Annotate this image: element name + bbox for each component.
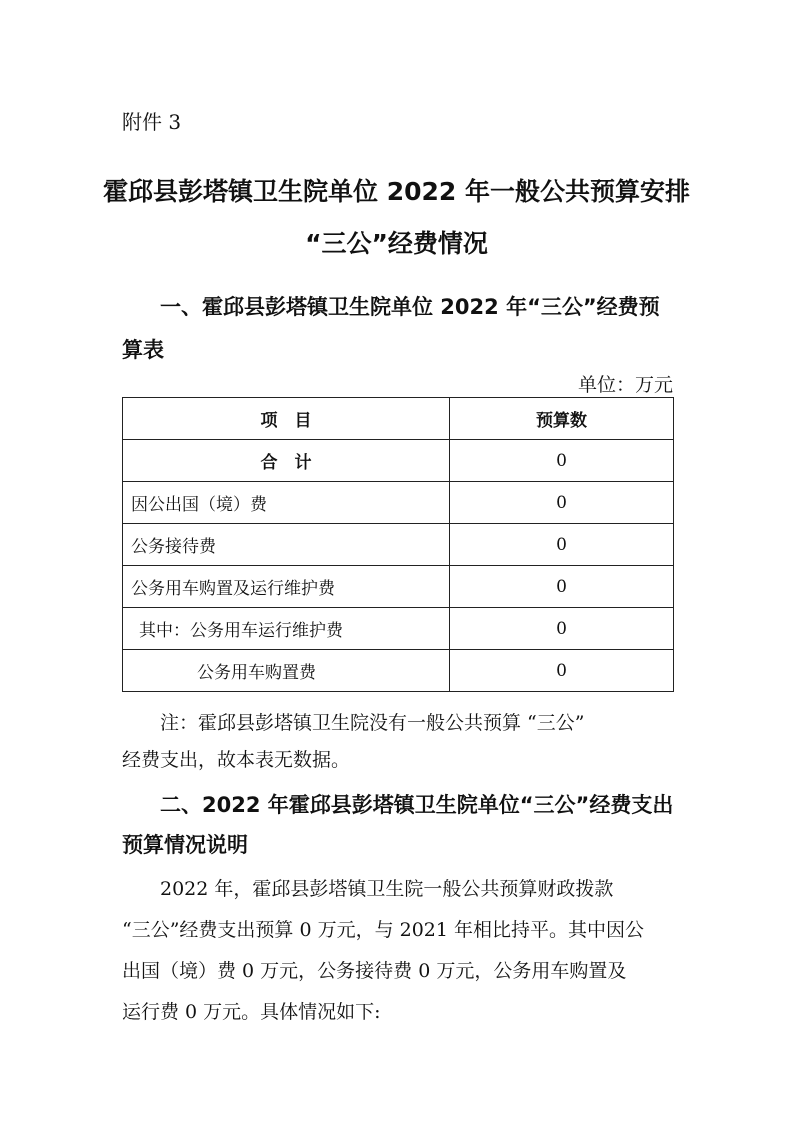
table-row-total	[123, 440, 674, 482]
table-row	[123, 482, 674, 524]
row-value: 0	[450, 608, 674, 650]
paragraph-line4: 运行费 0 万元。具体情况如下:	[122, 1001, 381, 1023]
table-row	[123, 650, 674, 692]
section1-heading-line2: 算表	[122, 338, 164, 362]
row-value: 0	[450, 524, 674, 566]
attachment-label: 附件 3	[122, 110, 182, 134]
section2-heading-line1: 二、2022 年霍邱县彭塔镇卫生院单位“三公”经费支出	[160, 793, 674, 817]
row-label: 公务接待费	[123, 524, 450, 566]
table-row	[123, 566, 674, 608]
unit-label: 单位：万元	[577, 374, 673, 396]
table-header-row	[123, 398, 674, 440]
paragraph-line1: 2022 年，霍邱县彭塔镇卫生院一般公共预算财政拨款	[160, 878, 614, 900]
budget-table	[122, 397, 674, 692]
row-label: 因公出国（境）费	[123, 482, 450, 524]
document-title-line1: 霍邱县彭塔镇卫生院单位 2022 年一般公共预算安排	[103, 177, 690, 206]
section2-heading-line2: 预算情况说明	[122, 833, 248, 857]
header-item: 项 目	[123, 398, 450, 440]
row-label: 合 计	[123, 440, 450, 482]
row-value: 0	[450, 566, 674, 608]
paragraph-line3: 出国（境）费 0 万元，公务接待费 0 万元，公务用车购置及	[122, 960, 627, 982]
section1-heading-line1: 一、霍邱县彭塔镇卫生院单位 2022 年“三公”经费预	[160, 295, 660, 319]
document-title-line2: “三公”经费情况	[305, 229, 488, 258]
row-label: 公务用车购置及运行维护费	[123, 566, 450, 608]
row-label: 其中：公务用车运行维护费	[123, 608, 450, 650]
row-value: 0	[450, 650, 674, 692]
table-note-line1: 注：霍邱县彭塔镇卫生院没有一般公共预算 “三公”	[160, 712, 585, 734]
row-value: 0	[450, 440, 674, 482]
table-row	[123, 608, 674, 650]
paragraph-line2: “三公”经费支出预算 0 万元，与 2021 年相比持平。其中因公	[122, 919, 645, 941]
table-note-line2: 经费支出，故本表无数据。	[122, 749, 351, 771]
header-budget: 预算数	[450, 398, 674, 440]
table-row	[123, 524, 674, 566]
row-label: 公务用车购置费	[123, 650, 450, 692]
row-value: 0	[450, 482, 674, 524]
